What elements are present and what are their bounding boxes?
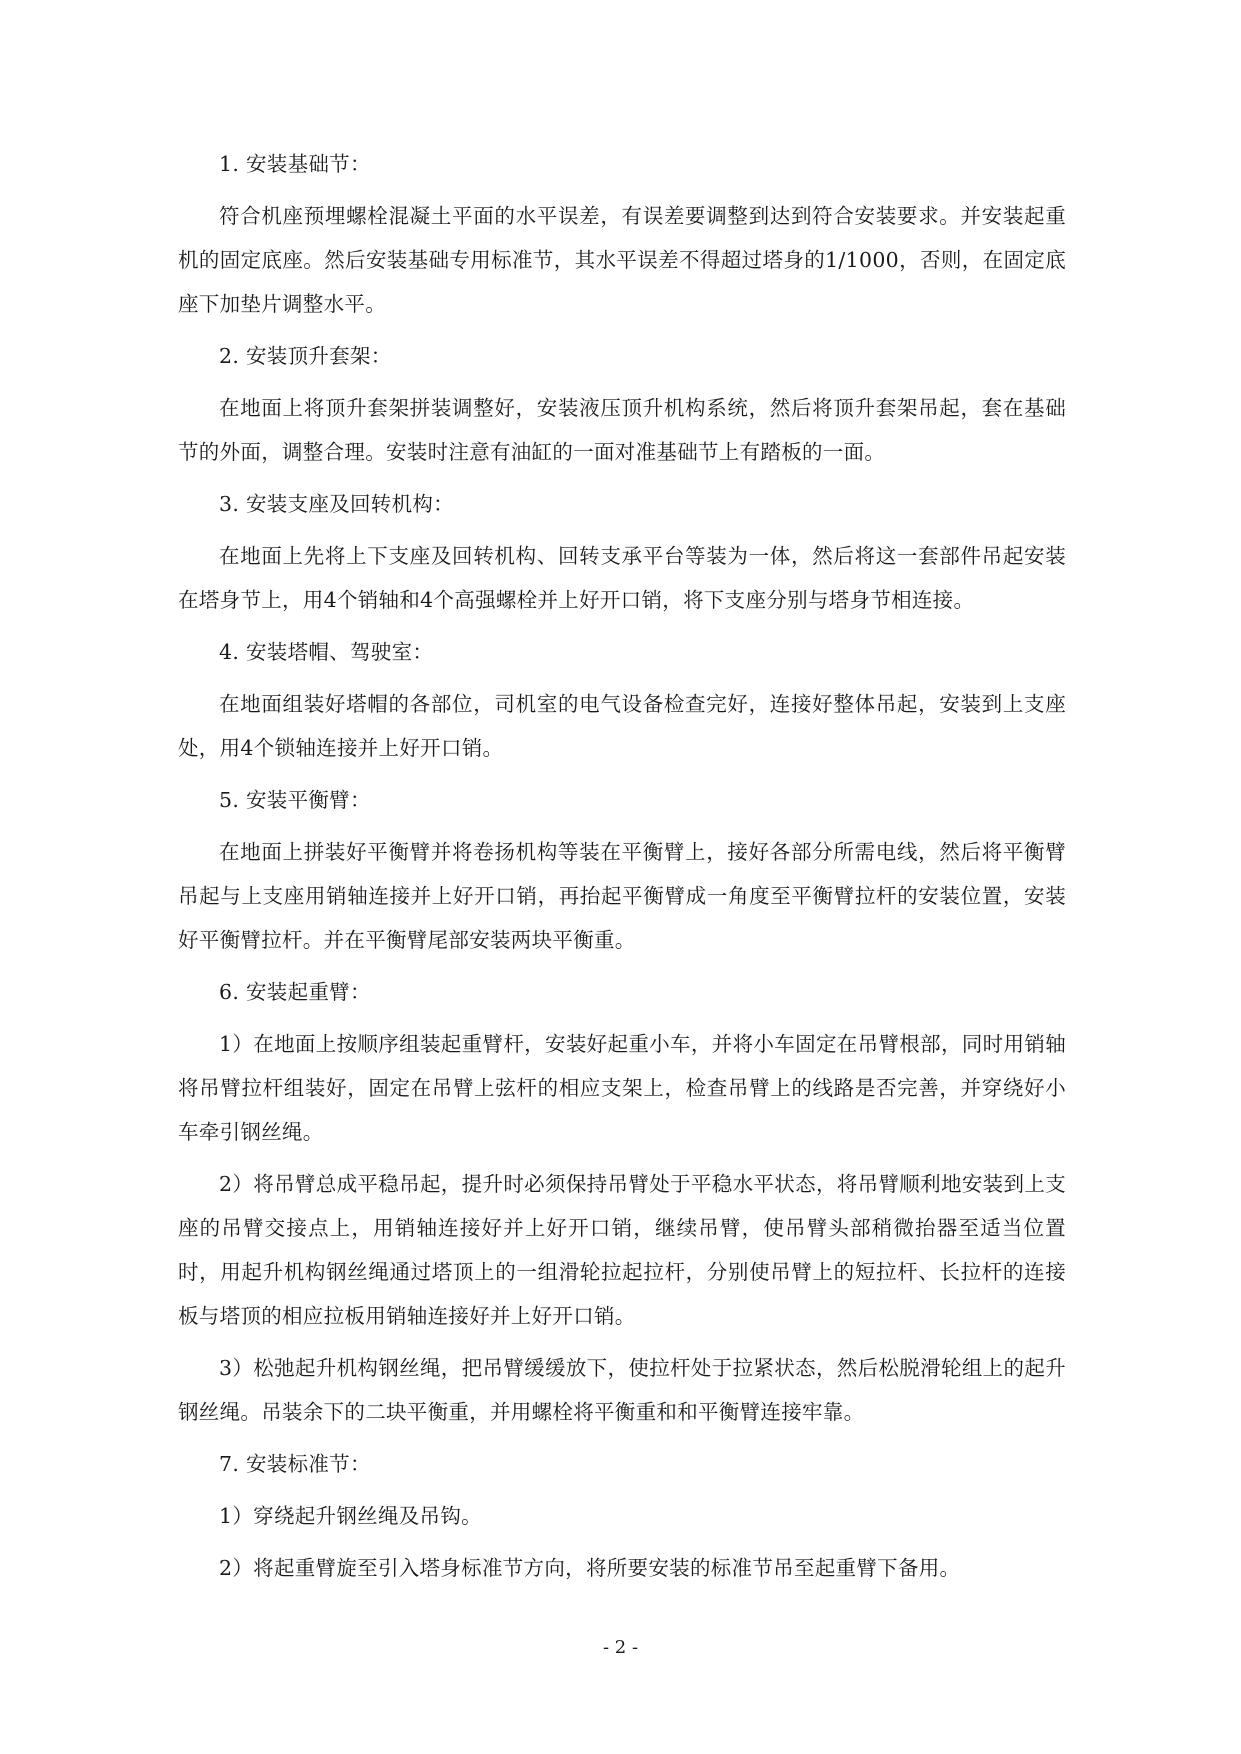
paragraph-2: 在地面上将顶升套架拼装调整好，安装液压顶升机构系统，然后将顶升套架吊起，套在基础节的外面，调整合理。安装时注意有油缸的一面对准基础节上有踏板的一面。 [178,396,1066,464]
section-heading-7: 7. 安装标准节： [219,1452,371,1476]
section-heading-1: 1. 安装基础节： [219,152,371,176]
paragraph-5: 在地面上拼装好平衡臂并将卷扬机构等装在平衡臂上，接好各部分所需电线，然后将平衡臂吊起与上支座用销轴连接并上好开口销，再抬起平衡臂成一角度至平衡臂拉杆的安装位置，安装好平衡臂拉杆。并在平衡臂尾部安装两块平衡重。 [178,840,1066,952]
paragraph-3: 在地面上先将上下支座及回转机构、回转支承平台等装为一体，然后将这一套部件吊起安装在塔身节上，用4个销轴和4个高强螺栓并上好开口销，将下支座分别与塔身节相连接。 [178,544,1066,612]
document-body [178,142,1066,1590]
page-number: - 2 - [602,1637,639,1658]
paragraph-6-1: 1）在地面上按顺序组装起重臂杆，安装好起重小车，并将小车固定在吊臂根部，同时用销轴将吊臂拉杆组装好，固定在吊臂上弦杆的相应支架上，检查吊臂上的线路是否完善，并穿绕好小车牵引钢丝绳。 [178,1032,1066,1144]
paragraph-7-1: 1）穿绕起升钢丝绳及吊钩。 [219,1504,482,1528]
paragraph-6-2: 2）将吊臂总成平稳吊起，提升时必须保持吊臂处于平稳水平状态，将吊臂顺利地安装到上支座的吊臂交接点上，用销轴连接好并上好开口销，继续吊臂，使吊臂头部稍微抬器至适当位置时，用起升机构钢丝绳通过塔顶上的一组滑轮拉起拉杆，分别使吊臂上的短拉杆、长拉杆的连接板与塔顶的相应拉板用销轴连接好并上好开口销。 [178,1172,1066,1328]
paragraph-1: 符合机座预埋螺栓混凝土平面的水平误差，有误差要调整到达到符合安装要求。并安装起重机的固定底座。然后安装基础专用标准节，其水平误差不得超过塔身的1/1000，否则，在固定底座下加垫片调整水平。 [178,204,1066,316]
paragraph-4: 在地面组装好塔帽的各部位，司机室的电气设备检查完好，连接好整体吊起，安装到上支座处，用4个锁轴连接并上好开口销。 [178,692,1066,760]
section-heading-2: 2. 安装顶升套架： [219,344,392,368]
section-heading-3: 3. 安装支座及回转机构： [219,492,454,516]
paragraph-7-2: 2）将起重臂旋至引入塔身标准节方向，将所要安装的标准节吊至起重臂下备用。 [219,1556,961,1580]
paragraph-6-3: 3）松弛起升机构钢丝绳，把吊臂缓缓放下，使拉杆处于拉紧状态，然后松脱滑轮组上的起升钢丝绳。吊装余下的二块平衡重，并用螺栓将平衡重和和平衡臂连接牢靠。 [178,1356,1066,1424]
section-heading-4: 4. 安装塔帽、驾驶室： [219,640,434,664]
section-heading-5: 5. 安装平衡臂： [219,788,371,812]
section-heading-6: 6. 安装起重臂： [219,980,371,1004]
